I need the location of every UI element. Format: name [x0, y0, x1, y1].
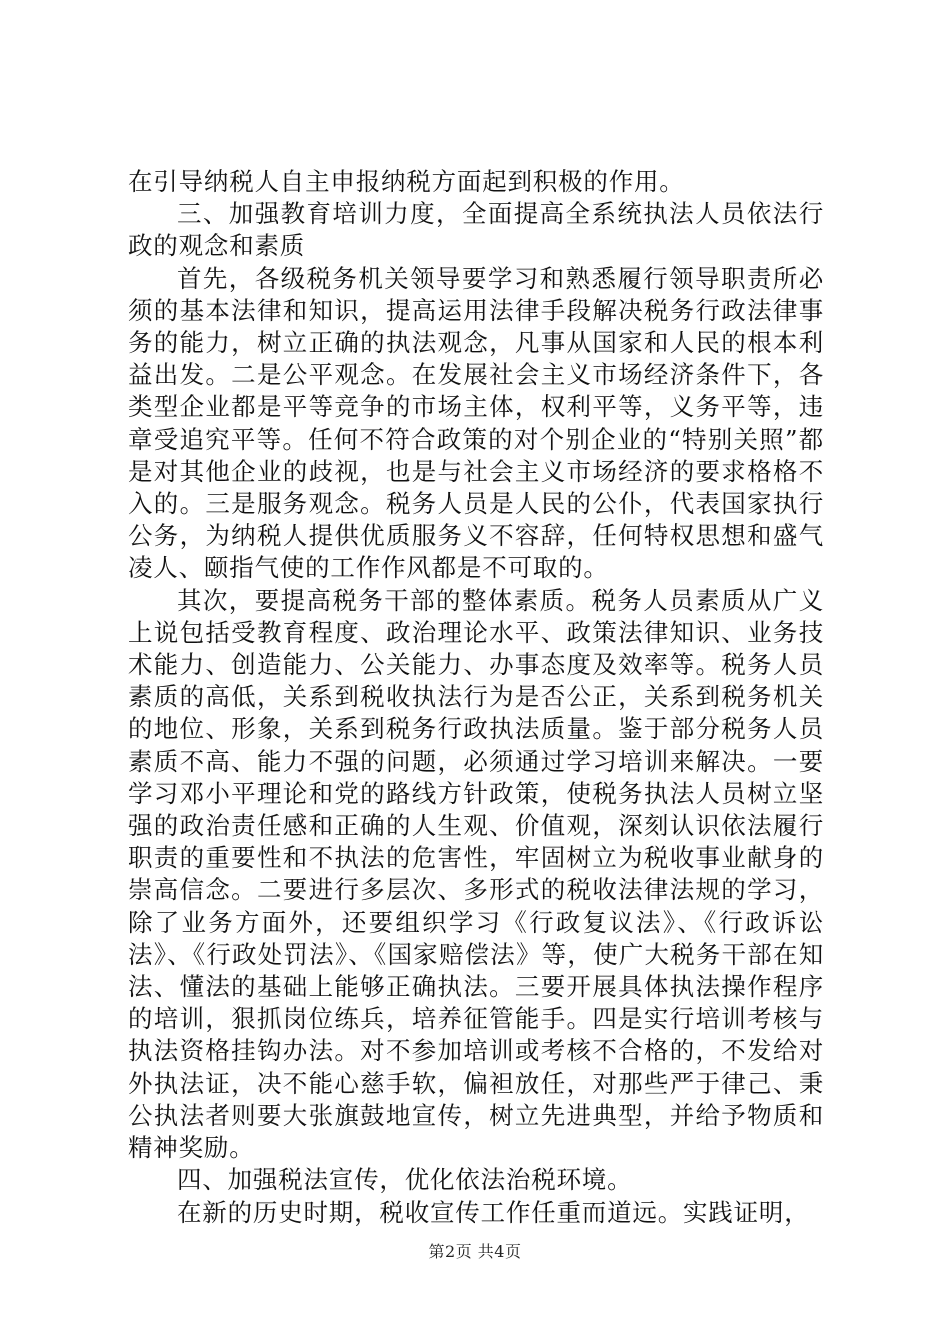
paragraph-first: 首先，各级税务机关领导要学习和熟悉履行领导职责所必须的基本法律和知识，提高运用法律手段解决税务行政法律事务的能力，树立正确的执法观念，凡事从国家和人民的根本利益出发。二是公平观念。在发展社会主义市场经济条件下，各类型企业都是平等竞争的市场主体，权利平等，义务平等，违章受追究平等。任何不符合政策的对个别企业的“特别关照”都是对其他企业的歧视，也是与社会主义市场经济的要求格格不入的。三是服务观念。税务人员是人民的公仆，代表国家执行公务，为纳税人提供优质服务义不容辞，任何特权思想和盛气凌人、颐指气使的工作作风都是不可取的。 [128, 263, 824, 583]
paragraph-last: 在新的历史时期，税收宣传工作任重而道远。实践证明， [177, 1197, 810, 1227]
page-footer: 第2页 共4页 [428, 1242, 522, 1261]
section-heading-4: 四、加强税法宣传，优化依法治税环境。 [177, 1165, 633, 1195]
paragraph-second: 其次，要提高税务干部的整体素质。税务人员素质从广义上说包括受教育程度、政治理论水平、政策法律知识、业务技术能力、创造能力、公关能力、办事态度及效率等。税务人员素质的高低，关系到税收执法行为是否公正，关系到税务机关的地位、形象，关系到税务行政执法质量。鉴于部分税务人员素质不高、能力不强的问题，必须通过学习培训来解决。一要学习邓小平理论和党的路线方针政策，使税务执法人员树立坚强的政治责任感和正确的人生观、价值观，深刻认识依法履行职责的重要性和不执法的危害性，牢固树立为税收事业献身的崇高信念。二要进行多层次、多形式的税收法律法规的学习，除了业务方面外，还要组织学习《行政复议法》、《行政诉讼法》、《行政处罚法》、《国家赔偿法》等，使广大税务干部在知法、懂法的基础上能够正确执法。三要开展具体执法操作程序的培训，狠抓岗位练兵，培养征管能手。四是实行培训考核与执法资格挂钩办法。对不参加培训或考核不合格的，不发给对外执法证，决不能心慈手软，偏袒放任，对那些严于律己、秉公执法者则要大张旗鼓地宣传，树立先进典型，并给予物质和精神奖励。 [128, 585, 824, 1163]
paragraph-continuation: 在引导纳税人自主申报纳税方面起到积极的作用。 [128, 167, 685, 196]
document-body [128, 166, 824, 1229]
section-heading-3: 三、加强教育培训力度，全面提高全系统执法人员依法行政的观念和素质 [128, 199, 824, 261]
